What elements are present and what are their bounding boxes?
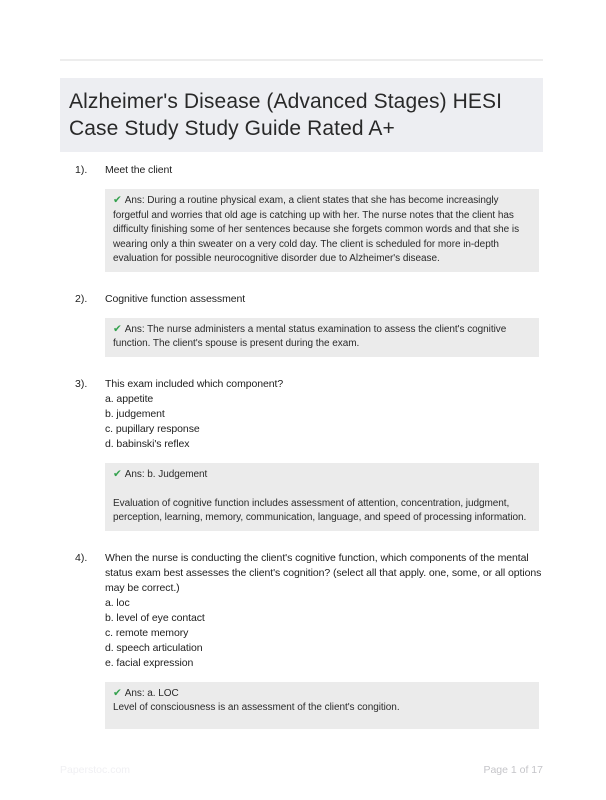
question-2 xyxy=(60,292,543,357)
question-4-option-d: d. speech articulation xyxy=(105,641,203,654)
check-icon: ✔ xyxy=(113,467,122,480)
question-4-option-b: b. level of eye contact xyxy=(105,611,205,624)
question-1 xyxy=(60,163,543,272)
question-1-body xyxy=(105,163,543,272)
question-4-answer-line xyxy=(113,686,531,702)
question-3-answer-box xyxy=(105,463,539,531)
question-4-option-e: e. facial expression xyxy=(105,656,194,669)
question-1-text: Meet the client xyxy=(105,164,173,176)
question-2-answer-box xyxy=(105,318,539,357)
question-4-answer-explanation: Level of consciousness is an assessment of the client's congition. xyxy=(113,702,400,713)
question-1-answer-box xyxy=(105,189,539,272)
question-4-body xyxy=(105,551,543,729)
watermark: Paperstoc.com xyxy=(60,764,131,776)
question-3-option-d: d. babinski's reflex xyxy=(105,437,190,450)
question-4-option-a: a. loc xyxy=(105,596,130,609)
check-icon: ✔ xyxy=(113,194,122,206)
question-3-option-b: b. judgement xyxy=(105,407,165,420)
page-number: Page 1 of 17 xyxy=(483,764,543,776)
question-3-text: This exam included which component? xyxy=(105,377,284,390)
question-3-answer-line xyxy=(113,467,531,483)
question-3-option-a: a. appetite xyxy=(105,392,154,405)
question-3-number: 3). xyxy=(75,377,88,390)
question-2-number: 2). xyxy=(75,292,88,305)
page-footer xyxy=(60,763,543,777)
divider xyxy=(60,59,543,61)
question-3-option-c: c. pupillary response xyxy=(105,422,200,435)
question-4-text: When the nurse is conducting the client's cognitive function, which components of the mental status exam best assesses the client's cognition? (select all that apply. one, some, or all options may be correct.) xyxy=(105,551,542,594)
question-2-body xyxy=(105,292,543,357)
question-1-answer-line xyxy=(113,193,531,267)
page-content xyxy=(60,59,543,729)
question-2-answer-text: Ans: The nurse administers a mental status examination to assess the client's cognitive function. The client's spouse is present during the exam. xyxy=(113,323,507,349)
question-1-answer-text: Ans: During a routine physical exam, a client states that she has become increasingly forgetful and worries that old age is catching up with her. The nurse notes that the client has difficulty finishing some of her sentences because she forgets common words and that she is wearing only a thin sweater on a very cold day. The client is scheduled for more in-depth evaluation for possible neurocognitive disorder due to Alzheimer's disease. xyxy=(113,195,520,264)
question-3 xyxy=(60,377,543,531)
question-3-body xyxy=(105,377,543,531)
question-2-answer-line xyxy=(113,322,531,352)
question-4-answer-text: Ans: a. LOC xyxy=(124,687,179,699)
question-4 xyxy=(60,551,543,729)
answer-spacer xyxy=(113,482,531,497)
question-2-text: Cognitive function assessment xyxy=(105,292,246,305)
question-4-number: 4). xyxy=(75,551,88,564)
question-3-answer-text: Ans: b. Judgement xyxy=(124,468,208,480)
question-4-answer-box xyxy=(105,682,539,729)
check-icon: ✔ xyxy=(113,322,122,335)
title-box xyxy=(60,78,543,152)
page-title: Alzheimer's Disease (Advanced Stages) HESI Case Study Study Guide Rated A+ xyxy=(69,90,503,140)
question-4-option-c: c. remote memory xyxy=(105,626,189,639)
question-3-answer-explanation: Evaluation of cognitive function includes assessment of attention, concentration, judgment, perception, learning, memory, communication, language, and speed of processing information. xyxy=(113,497,527,523)
check-icon: ✔ xyxy=(113,686,122,699)
question-1-number: 1). xyxy=(75,164,88,176)
